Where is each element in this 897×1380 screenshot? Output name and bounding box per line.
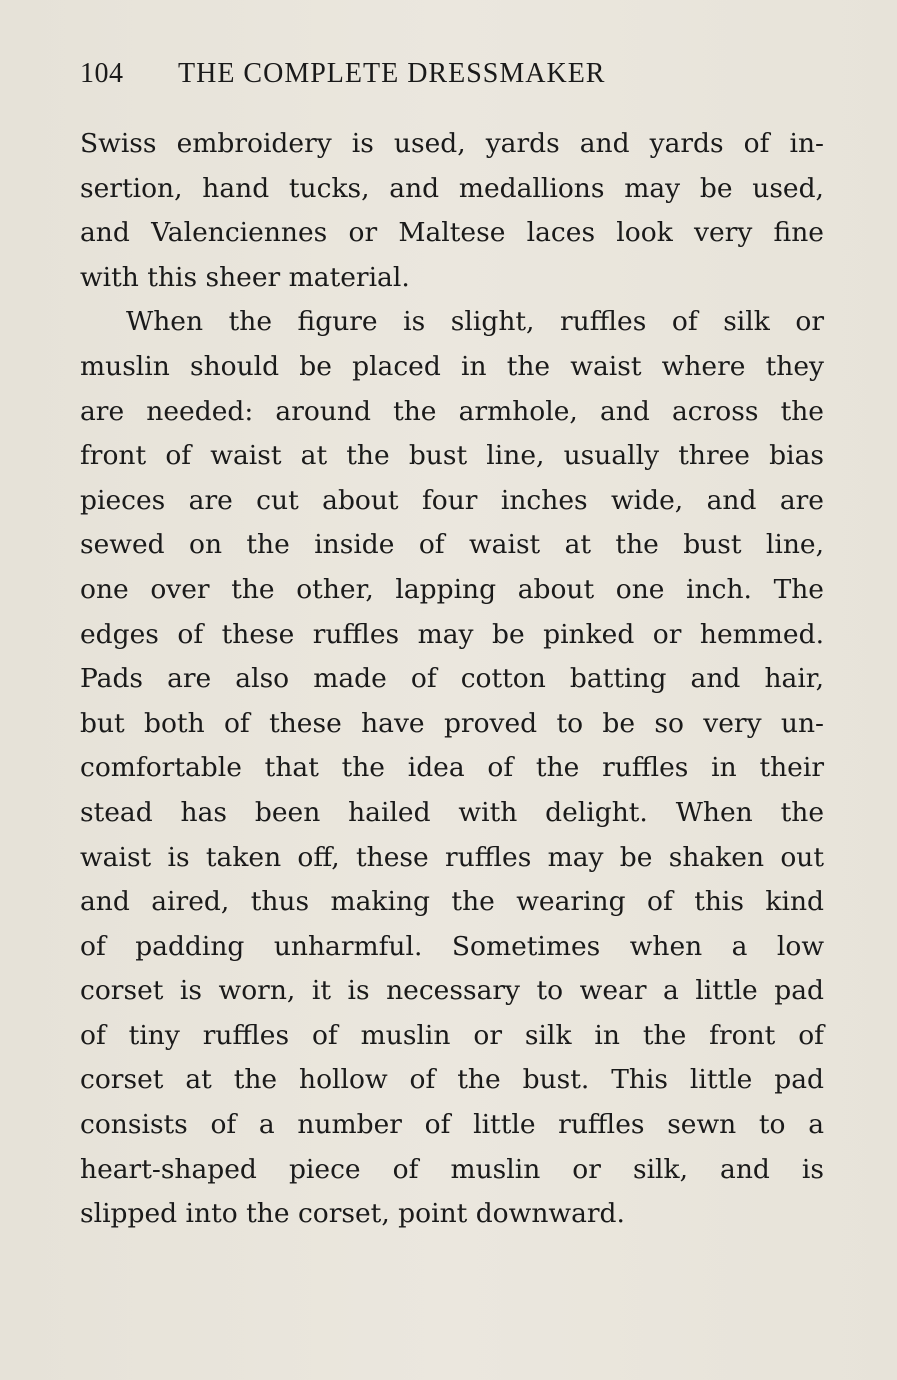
text-line: When the figure is slight, ruffles of silk or <box>126 306 824 338</box>
text-line: of padding unharmful. Sometimes when a low <box>80 930 824 962</box>
text-line: and aired, thus making the wearing of this kind <box>80 886 824 918</box>
paragraph-2 <box>80 300 824 1236</box>
text-line: with this sheer material. <box>80 261 410 293</box>
text-line: comfortable that the idea of the ruffles in their <box>80 752 824 784</box>
text-line: of tiny ruffles of muslin or silk in the front of <box>80 1019 824 1051</box>
body-text <box>80 122 824 1237</box>
text-line: sewed on the inside of waist at the bust line, <box>80 529 824 561</box>
text-line: muslin should be placed in the waist where they <box>80 350 824 382</box>
text-line: consists of a number of little ruffles sewn to a <box>80 1109 824 1141</box>
page-number: 104 <box>80 58 124 89</box>
text-line: front of waist at the bust line, usually three bias <box>80 440 824 472</box>
text-line: and Valenciennes or Maltese laces look very fine <box>80 217 824 249</box>
text-line: edges of these ruffles may be pinked or hemmed. <box>80 618 824 650</box>
page-header <box>80 58 840 98</box>
text-line: but both of these have proved to be so very un- <box>80 707 824 739</box>
text-line: slipped into the corset, point downward. <box>80 1198 625 1230</box>
text-line: corset at the hollow of the bust. This little pad <box>80 1064 824 1096</box>
text-line: stead has been hailed with delight. When the <box>80 796 824 828</box>
text-line: sertion, hand tucks, and medallions may be used, <box>80 172 824 204</box>
text-line: Pads are also made of cotton batting and hair, <box>80 663 824 695</box>
text-line: are needed: around the armhole, and across the <box>80 395 824 427</box>
text-line: heart-shaped piece of muslin or silk, and is <box>80 1153 824 1185</box>
text-line: waist is taken off, these ruffles may be shaken out <box>80 841 824 873</box>
text-line: pieces are cut about four inches wide, and are <box>80 484 824 516</box>
text-line: Swiss embroidery is used, yards and yards of in- <box>80 128 824 159</box>
text-line: one over the other, lapping about one inch. The <box>80 573 824 605</box>
text-line: corset is worn, it is necessary to wear a little pad <box>80 975 824 1007</box>
running-head: THE COMPLETE DRESSMAKER <box>178 58 606 89</box>
paragraph-1 <box>80 122 824 300</box>
